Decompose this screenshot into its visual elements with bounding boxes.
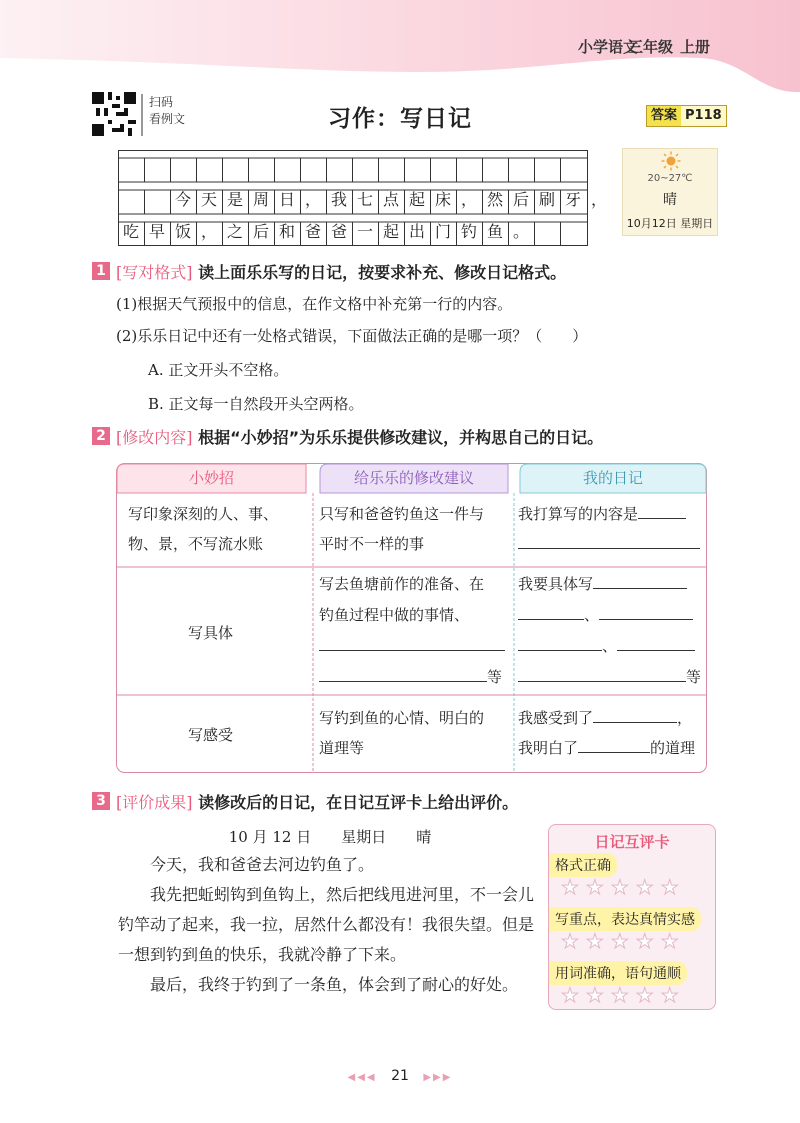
left-arrows-icon: ◀◀◀ (347, 1072, 377, 1083)
grid-row-2-cell: 七 (356, 190, 373, 209)
r2-mine-blank-5[interactable] (617, 632, 695, 651)
page-title: 习作：写日记 (328, 106, 472, 132)
eval-stars-emphasis[interactable]: ★★★★★ (561, 929, 686, 953)
r2-advice-blank-2[interactable] (319, 663, 487, 682)
r2-mine-sep-1: 、 (584, 606, 600, 624)
weather-date: 10月12日 星期日 (626, 217, 714, 230)
diary-paragraph-1: 今天，我和爸爸去河边钓鱼了。 (150, 855, 375, 874)
r2-advice-b: 钓鱼过程中做的事情、 (319, 606, 470, 624)
grid-row-3-cell: 爸 (304, 222, 321, 241)
right-arrows-icon: ▶▶▶ (423, 1072, 453, 1083)
grid-row-3-cell: 后 (252, 222, 269, 241)
r2-advice-a: 写去鱼塘前作的准备、在 (319, 575, 485, 593)
r3-mine-blank-2[interactable] (578, 734, 650, 753)
grid-row-2-cell: 牙 (564, 190, 581, 209)
eval-stars-wording[interactable]: ★★★★★ (561, 983, 686, 1007)
q3-tag: [评价成果] (116, 793, 193, 812)
r2-mine-prompt (518, 569, 687, 600)
q1-answer-blank[interactable] (611, 326, 657, 346)
grid-row-2-cell: 我 (330, 190, 347, 209)
r3-advice-b: 道理等 (319, 739, 365, 757)
r1-mine-blank-1[interactable] (638, 500, 686, 519)
evaluation-card (548, 824, 716, 1010)
r3-mine-line-2 (518, 733, 695, 764)
grid-row-2-cell: 刷 (538, 190, 555, 209)
grid-row-2-cell: ， (590, 190, 607, 209)
r2-advice-line (319, 631, 505, 662)
q1-sub2: (2)乐乐日记中还有一处格式错误，下面做法正确的是哪一项？（ ） (116, 327, 588, 345)
table-header-tips: 小妙招 (188, 469, 234, 487)
eval-item-emphasis: 写重点，表达真情实感 (549, 907, 701, 931)
grid-row-3-cell: 钓 (460, 222, 477, 241)
grid-row-3-cell: 之 (226, 222, 243, 241)
grid-row-3 (118, 218, 588, 246)
r2-advice-blank-1[interactable] (319, 632, 505, 651)
grid-row-2-cell: 日 (278, 190, 295, 209)
q1-heading (116, 260, 566, 283)
answer-page: P118 (681, 106, 726, 126)
grid-row-2-cell: 今 (174, 190, 191, 209)
grid-row-3-cell: 和 (278, 222, 295, 241)
grid-row-3-cell: ， (200, 222, 217, 241)
r2-mine-blank-6[interactable] (518, 663, 686, 682)
r2-advice-etc: 等 (487, 668, 503, 686)
q1-option-b[interactable]: B. 正文每一自然段开头空两格。 (148, 395, 364, 413)
grid-row-3-cell: 饭 (174, 222, 191, 241)
r2-mine-sep-2: 、 (602, 637, 618, 655)
r3-tip: 写感受 (188, 726, 234, 744)
r1-advice-a: 只写和爸爸钓鱼这一件与 (319, 505, 485, 523)
scan-note-line2: 看例文 (149, 112, 186, 126)
r2-mine-line-3 (518, 631, 695, 662)
r3-mine-label-3: 的道理 (650, 739, 696, 757)
r3-mine-label-2: 我明白了 (518, 739, 579, 757)
r2-mine-blank-1[interactable] (593, 570, 687, 589)
header-grade: 三年级 (628, 38, 674, 56)
r2-advice-end (319, 662, 502, 693)
q3-heading (116, 790, 518, 813)
grid-row-3-cell: 起 (382, 222, 399, 241)
evaluation-card-title: 日记互评卡 (594, 833, 670, 851)
q2-heading (116, 425, 603, 448)
grid-row-3-cell: 门 (434, 222, 451, 241)
r1-tip-b: 物、景，不写流水账 (128, 535, 264, 553)
r1-mine-line (518, 529, 700, 560)
header-subject: 小学语文 (578, 38, 639, 56)
page-number: 21 (391, 1068, 409, 1084)
grid-row-3-cell: 爸 (330, 222, 347, 241)
q1-number: 1 (92, 262, 110, 280)
grid-row-3-cell: 一 (356, 222, 373, 241)
grid-row-2 (118, 186, 607, 214)
r3-mine-line-1 (518, 703, 692, 734)
weather-temp: 20~27℃ (647, 173, 693, 184)
r2-mine-label: 我要具体写 (518, 575, 594, 593)
r3-mine-label-1: 我感受到了 (518, 709, 594, 727)
r1-mine-label: 我打算写的内容是 (518, 505, 639, 523)
q2-number: 2 (92, 427, 110, 445)
q2-text: 根据“小妙招”为乐乐提供修改建议，并构思自己的日记。 (198, 428, 604, 447)
table-header-advice: 给乐乐的修改建议 (353, 469, 474, 487)
r1-mine-prompt (518, 499, 686, 530)
r2-mine-blank-2[interactable] (518, 601, 584, 620)
q1-sub1: (1)根据天气预报中的信息，在作文格中补充第一行的内容。 (116, 295, 513, 313)
grid-row-2-cell: 点 (382, 190, 399, 209)
grid-row-2-cell: 周 (252, 190, 269, 209)
table-header-mine: 我的日记 (582, 469, 643, 487)
q2-tag: [修改内容] (116, 428, 193, 447)
grid-row-2-cell (144, 186, 170, 214)
r2-mine-blank-4[interactable] (518, 632, 602, 651)
eval-item-wording: 用词准确，语句通顺 (549, 961, 687, 985)
q1-tag: [写对格式] (116, 263, 193, 282)
r1-advice-b: 平时不一样的事 (319, 535, 425, 553)
composition-grid (118, 150, 607, 246)
grid-row-2-cell (118, 186, 144, 214)
grid-row-3-cell: 吃 (122, 222, 139, 241)
q3-text: 读修改后的日记，在日记互评卡上给出评价。 (198, 793, 519, 812)
grid-row-2-cell: ， (304, 190, 321, 209)
grid-row-3-cell: 。 (512, 222, 529, 241)
scan-note-line1: 扫码 (149, 95, 174, 109)
answer-label: 答案 (651, 108, 678, 123)
r2-mine-line-2 (518, 600, 693, 631)
header-volume: 上册 (680, 38, 711, 56)
r2-tip: 写具体 (188, 624, 234, 642)
grid-row-3-cell: 鱼 (486, 222, 503, 241)
answer-badge[interactable] (646, 105, 727, 127)
grid-row-2-cell: 后 (512, 190, 529, 209)
grid-row-2-cell: 起 (408, 190, 425, 209)
sun-icon (661, 151, 681, 171)
grid-row-2-cell: 天 (200, 190, 217, 209)
grid-row-2-cell: 床 (434, 190, 451, 209)
weather-condition: 晴 (663, 192, 677, 208)
diary-paragraph-2: 我先把蚯蚓钩到鱼钩上，然后把线甩进河里，不一会儿钓竿动了起来，我一拉，居然什么都没有！我很失望。但是一想到钓到鱼的快乐，我就冷静了下来。 (118, 885, 535, 964)
diary-date: 10 月 12 日 星期日 晴 (228, 828, 432, 846)
r3-mine-blank-1[interactable] (593, 704, 677, 723)
r1-tip-a: 写印象深刻的人、事、 (128, 505, 279, 523)
r2-mine-blank-3[interactable] (599, 601, 693, 620)
weather-forecast (622, 148, 718, 236)
r3-advice-a: 写钓到鱼的心情、明白的 (319, 709, 485, 727)
q1-option-a[interactable]: A. 正文开头不空格。 (148, 361, 289, 379)
grid-row-2-cell: 是 (226, 190, 243, 209)
grid-row-2-cell: ， (460, 190, 477, 209)
grid-row-2-cell: 然 (486, 190, 503, 209)
revision-table (116, 463, 707, 773)
r2-mine-etc: 等 (686, 668, 702, 686)
diary-body (118, 850, 538, 1000)
page-number-bar (0, 1068, 800, 1084)
r2-mine-end (518, 662, 701, 693)
eval-item-format: 格式正确 (549, 853, 617, 877)
eval-stars-format[interactable]: ★★★★★ (561, 875, 686, 899)
diary-paragraph-3: 最后，我终于钓到了一条鱼，体会到了耐心的好处。 (150, 975, 519, 994)
r3-mine-comma: ， (677, 709, 693, 727)
q3-number: 3 (92, 792, 110, 810)
grid-row-3-cell: 出 (408, 222, 425, 241)
grid-row-3-cell: 早 (148, 222, 165, 241)
q1-text: 读上面乐乐写的日记，按要求补充、修改日记格式。 (198, 263, 567, 282)
r1-mine-blank-2[interactable] (518, 530, 700, 549)
